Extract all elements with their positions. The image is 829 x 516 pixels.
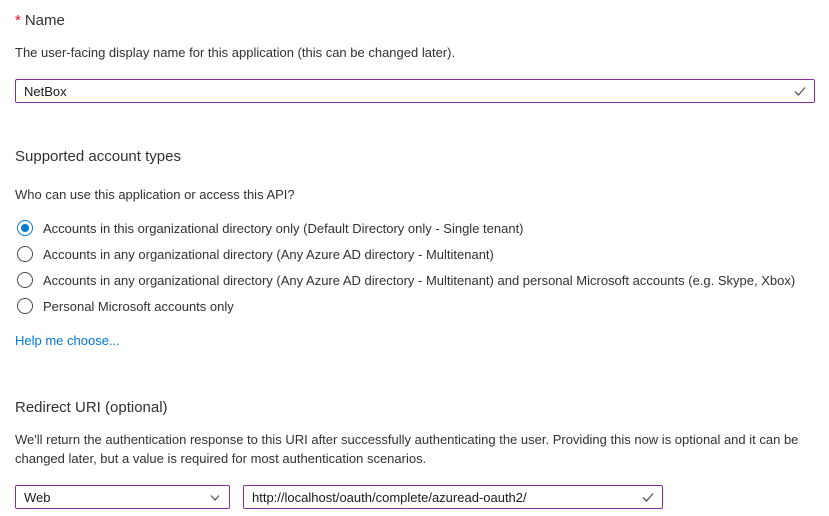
radio-unselected-icon <box>17 298 33 314</box>
redirect-uri-title: Redirect URI (optional) <box>15 399 168 416</box>
redirect-uri-input[interactable] <box>243 485 663 509</box>
account-types-radio-group <box>15 215 815 319</box>
name-section-title-text: Name <box>24 12 65 29</box>
radio-option-label: Accounts in any organizational directory (Any Azure AD directory - Multitenant) <box>43 246 494 262</box>
radio-option-label: Accounts in any organizational directory (Any Azure AD directory - Multitenant) and personal Microsoft accounts (e.g. Skype, Xbox) <box>43 272 796 288</box>
uri-input-container <box>243 485 663 509</box>
account-types-question: Who can use this application or access this API? <box>15 187 295 202</box>
name-section-title <box>15 11 815 30</box>
name-input[interactable] <box>15 79 815 103</box>
required-asterisk: * <box>15 12 21 29</box>
account-types-title: Supported account types <box>15 148 181 165</box>
radio-option-label: Personal Microsoft accounts only <box>43 298 234 314</box>
chevron-down-icon <box>208 491 222 508</box>
radio-option-multitenant[interactable] <box>15 241 815 267</box>
radio-unselected-icon <box>17 246 33 262</box>
platform-select-value: Web <box>24 489 51 505</box>
radio-option-multitenant-personal[interactable] <box>15 267 815 293</box>
help-me-choose-link[interactable]: Help me choose... <box>15 333 120 348</box>
radio-selected-icon <box>17 220 33 236</box>
platform-select[interactable] <box>15 485 230 509</box>
name-description: The user-facing display name for this application (this can be changed later). <box>15 45 456 60</box>
radio-unselected-icon <box>17 272 33 288</box>
radio-option-label: Accounts in this organizational directory only (Default Directory only - Single tenant) <box>43 220 524 236</box>
name-input-container <box>15 79 815 103</box>
radio-option-personal-only[interactable] <box>15 293 815 319</box>
redirect-uri-row <box>15 485 815 509</box>
radio-option-single-tenant[interactable] <box>15 215 815 241</box>
redirect-uri-description: We'll return the authentication response to this URI after successfully authenticating the user. Providing this now is optional and it can be changed later, but a value is required for most authentication scenarios. <box>15 432 799 466</box>
